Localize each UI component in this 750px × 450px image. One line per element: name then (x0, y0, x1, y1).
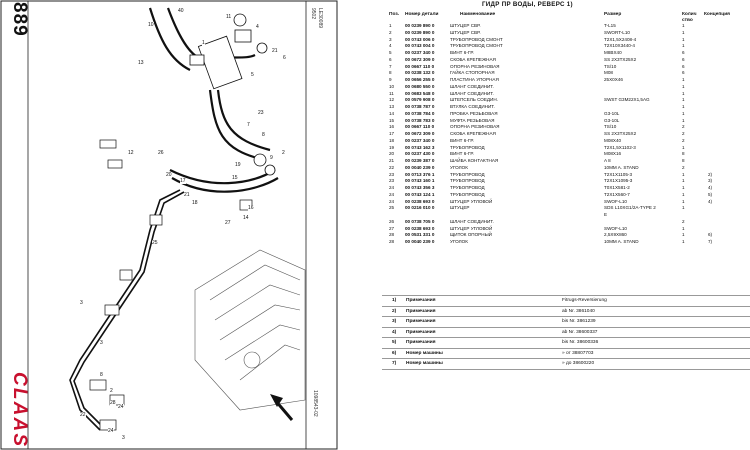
callout-label: 7 (247, 122, 250, 128)
table-row (382, 239, 750, 246)
cell-pos: 23 (389, 178, 395, 184)
cell-qty: 1 (682, 97, 685, 103)
cell-size: 25X0X46 (604, 77, 623, 82)
cell-name: ТРУБОПРОВОД (450, 144, 485, 150)
cell-size: SWOF-L10 (604, 198, 627, 204)
cell-size: E (604, 212, 608, 217)
cell-part-number: 00 0743 356 3 (405, 185, 435, 190)
cell-size: T2X10X3440-4 (604, 43, 635, 49)
notes-bottom-rule (382, 369, 750, 380)
cell-size: G3-10L (604, 110, 620, 116)
header-concept: Концепция (704, 12, 730, 17)
callout-label: 26 (158, 150, 164, 156)
callout-label: 25 (152, 240, 158, 246)
note-label: Номер машины (406, 361, 443, 366)
cell-part-number: 00 0672 309 0 (405, 131, 435, 136)
callout-label: 3 (122, 435, 125, 441)
cell-size: M08X16 (604, 151, 622, 157)
callout-label: 27 (225, 220, 231, 226)
brand-logo (2, 370, 30, 448)
note-index: 6) (392, 350, 397, 356)
cell-part-number: 00 0239 890 0 (405, 29, 435, 35)
cell-qty: 1 (682, 77, 685, 82)
cell-name: ТРУБОПРОВОД СМОНТ (450, 43, 503, 49)
cell-pos: 24 (389, 191, 395, 197)
cell-qty: 1 (682, 239, 685, 244)
cell-name: ГАЙКА СТОПОРНАЯ (450, 70, 495, 76)
cell-size: 2,5X9X860 (604, 232, 627, 238)
table-row (382, 172, 750, 179)
callout-label: 9 (270, 155, 273, 161)
cell-pos: 15 (389, 117, 395, 123)
table-row (382, 185, 750, 192)
cell-name: ШАЙБА КОНТАКТНАЯ (450, 158, 499, 163)
callout-label: 14 (243, 215, 249, 221)
header-name: Наименование (460, 12, 496, 17)
cell-part-number: 00 0743 006 0 (405, 36, 435, 42)
cell-pos: 12 (389, 97, 395, 103)
note-label: Примечания (406, 319, 436, 324)
cell-pos: 22 (389, 164, 395, 170)
table-row (382, 131, 750, 138)
note-label: Номер машины (406, 350, 443, 356)
cell-name: ШЛАНГ СОЕДИНИТ. (450, 83, 494, 89)
cell-size: 10MM A. STAND (604, 164, 639, 170)
cell-size: A 8 (604, 158, 611, 163)
note-text: » от 38807703 (562, 350, 594, 356)
table-row (382, 151, 750, 158)
cell-size: 10MM A. STAND (604, 239, 639, 244)
cell-size: T2X1X1105-3 (604, 171, 633, 177)
header-number: Номер детали (405, 12, 439, 17)
cell-concept: 6) (708, 232, 713, 238)
cell-qty: 1 (682, 205, 685, 211)
callout-label: 17 (180, 178, 186, 184)
note-text: ab Nr. 38600337 (562, 329, 598, 335)
cell-name: ШЛАНГ СОЕДИНИТ. (450, 218, 494, 224)
cell-pos: 3 (389, 36, 392, 42)
cell-pos: 6 (389, 56, 392, 62)
cell-pos: 18 (389, 137, 395, 143)
cell-part-number: 00 0667 110 0 (405, 124, 435, 130)
table-row (382, 165, 750, 172)
cell-pos: 9 (389, 77, 392, 82)
cell-pos: 28 (389, 232, 395, 238)
cell-name: ШТУЦЕР СВР. (450, 23, 481, 28)
table-row (382, 124, 750, 131)
table-row (382, 178, 750, 185)
note-label: Примечания (406, 298, 436, 303)
callout-label: 2 (282, 150, 285, 156)
callout-label: 23 (258, 110, 264, 116)
cell-qty: 1 (682, 178, 685, 184)
note-row (382, 316, 750, 327)
cell-concept: 5) (708, 191, 713, 197)
cell-size: T2X1,5X2408-4 (604, 36, 637, 42)
table-row (382, 70, 750, 77)
cell-name: ПРОБКА РЕЗЬБОВАЯ (450, 110, 498, 116)
cell-part-number: 00 0683 548 0 (405, 90, 435, 96)
cell-part-number: 00 0656 255 0 (405, 77, 435, 82)
cell-part-number: 00 0238 693 0 (405, 198, 435, 204)
cell-name: ТРУБОПРОВОД СМОНТ (450, 36, 503, 42)
side-code: LE30089 (317, 8, 323, 29)
header-qty-2: ство (682, 18, 693, 23)
cell-pos: 28 (389, 239, 395, 244)
cell-part-number: 00 0238 693 0 (405, 225, 435, 231)
cell-part-number: 00 0680 550 0 (405, 83, 435, 89)
cell-qty: 1 (682, 144, 685, 150)
cell-part-number: 00 0672 309 0 (405, 56, 435, 62)
cell-name: ЩИТОК ОПОРНЫЙ (450, 232, 492, 238)
table-row (382, 158, 750, 165)
cell-part-number: 00 0738 784 0 (405, 110, 435, 116)
cell-name: ШТУЦЕР УГЛОВОЙ (450, 225, 493, 231)
table-row (382, 50, 750, 57)
table-row (382, 111, 750, 118)
table-row (382, 104, 750, 111)
table-row (382, 232, 750, 239)
cell-pos: 7 (389, 63, 392, 69)
note-index: 1) (392, 298, 397, 303)
table-row (382, 77, 750, 84)
cell-part-number: 00 0738 783 0 (405, 117, 435, 123)
cell-qty: 2 (682, 137, 685, 143)
callout-label: 40 (178, 8, 184, 14)
note-index: 3) (392, 319, 397, 324)
cell-size: T2X1X1095-3 (604, 178, 633, 184)
cell-name: СКОБА КРЕПЕЖНАЯ (450, 56, 496, 62)
cell-part-number: 00 0743 004 0 (405, 43, 435, 49)
cell-pos: 10 (389, 83, 395, 89)
cell-name: ТРУБОПРОВОД (450, 178, 485, 184)
cell-name: ВИНТ 6-ГР. (450, 50, 474, 55)
cell-size: T2X1,5X1102-3 (604, 144, 636, 150)
cell-name: ШТУЦЕР СВР. (450, 29, 481, 35)
cell-qty: 2 (682, 218, 685, 224)
header-pos: Поз. (389, 12, 400, 17)
cell-size: G3-10L (604, 117, 620, 123)
cell-qty: 2 (682, 124, 685, 130)
cell-size: SWORT-L10 (604, 29, 630, 35)
cell-size: SDS L10XG1/2A-TYPE 2 (604, 205, 656, 211)
cell-part-number: 00 0738 705 0 (405, 218, 435, 224)
cell-size: SS 2X3TX25X2 (604, 56, 637, 62)
cell-pos: 25 (389, 205, 395, 211)
parts-list (382, 0, 750, 450)
table-row (382, 145, 750, 152)
note-row (382, 295, 750, 306)
bottom-code: 1098543-02 (312, 390, 318, 417)
header-qty: Колич (682, 12, 697, 17)
table-row (382, 64, 750, 71)
cell-part-number: 00 0040 239 0 (405, 164, 435, 170)
callout-label: 13 (138, 60, 144, 66)
cell-qty: 1 (682, 185, 685, 190)
note-text: bis Nr. 3861239 (562, 319, 596, 324)
table-row (382, 43, 750, 50)
cell-qty: 1 (682, 232, 685, 238)
cell-pos: 17 (389, 131, 395, 136)
cell-name: МУФТА РЕЗЬБОВАЯ (450, 117, 495, 123)
callout-label: 28 (110, 400, 116, 406)
cell-pos: 1 (389, 23, 392, 28)
cell-part-number: 00 0237 430 0 (405, 151, 435, 157)
callout-label: 15 (232, 175, 238, 181)
table-row (382, 57, 750, 64)
cell-name: ШТУЦЕР (450, 205, 470, 211)
cell-pos: 2 (389, 29, 392, 35)
cell-part-number: 00 0237 340 0 (405, 50, 435, 55)
cell-pos: 11 (389, 90, 394, 96)
cell-concept: 4) (708, 185, 713, 190)
cell-qty: 1 (682, 104, 685, 109)
cell-pos: 13 (389, 104, 395, 109)
cell-qty: 1 (682, 90, 685, 96)
note-label: Примечания (406, 308, 436, 314)
cell-size: M8BX40 (604, 50, 622, 55)
note-label: Примечания (406, 329, 436, 335)
table-row (382, 212, 750, 219)
table-row (382, 138, 750, 145)
long-tube (70, 190, 184, 430)
cell-qty: 6 (682, 56, 685, 62)
direction-arrow (270, 394, 292, 420)
cell-size: SWST G3M22X1,5AG (604, 97, 650, 103)
cell-pos: 26 (389, 218, 395, 224)
note-index: 7) (392, 361, 397, 366)
callout-label: 3 (80, 300, 83, 306)
note-text: ab Nr. 3861040 (562, 308, 595, 314)
callout-label: 20 (166, 172, 172, 178)
cell-size: M08X40 (604, 137, 622, 143)
cell-part-number: 00 0743 160 1 (405, 178, 435, 184)
table-row (382, 30, 750, 37)
cell-qty: 8 (682, 151, 685, 157)
cell-name: ВИНТ 6-ГР. (450, 137, 474, 143)
cell-size: T0X1X581-2 (604, 185, 630, 190)
callout-label: 24 (108, 428, 114, 434)
table-row (382, 226, 750, 233)
callout-label: 5 (251, 72, 254, 78)
cell-size: M08 (604, 70, 613, 76)
cell-size: TS/10 (604, 63, 617, 69)
callout-label: 24 (118, 404, 124, 410)
cell-concept: 3) (708, 178, 713, 184)
cell-name: ОПОРНА РЕЗИНОВАЯ (450, 63, 500, 69)
callout-label: 21 (184, 192, 190, 198)
cell-qty: 1 (682, 23, 685, 28)
parts-list-title: ГИДР ПР ВОДЫ, РЕВЕРС 1) (482, 1, 573, 8)
side-code-2: 9502 (310, 8, 316, 20)
note-row (382, 327, 750, 338)
cell-name: ВИНТ 6-ГР. (450, 151, 474, 157)
cell-part-number: 00 0743 124 1 (405, 191, 435, 197)
note-text: » до 38600220 (562, 361, 595, 366)
callout-label: 6 (283, 55, 286, 61)
cell-qty: 1 (682, 198, 685, 204)
cell-qty: 1 (682, 83, 685, 89)
table-row (382, 192, 750, 199)
cell-concept: 4) (708, 198, 713, 204)
cell-size: TS/10 (604, 124, 617, 130)
cell-part-number: 00 0531 331 0 (405, 232, 435, 238)
table-row (382, 219, 750, 226)
cell-part-number: 00 0743 162 3 (405, 144, 435, 150)
table-row (382, 37, 750, 44)
cell-pos: 27 (389, 225, 395, 231)
callout-label: 16 (248, 205, 254, 211)
table-row (382, 23, 750, 30)
cell-size: T2X1X560-7 (604, 191, 630, 197)
cell-qty: 1 (682, 117, 685, 123)
cell-pos: 21 (389, 158, 395, 163)
callout-label: 8 (262, 132, 265, 138)
cell-concept: 7) (708, 239, 713, 244)
svg-text:CLAAS: CLAAS (9, 372, 30, 446)
header-size: Размер (604, 12, 622, 17)
callout-label: 10 (148, 22, 154, 28)
valve-cluster (190, 14, 275, 175)
cell-part-number: 00 0713 376 1 (405, 171, 435, 177)
cell-name: СКОБА КРЕПЕЖНАЯ (450, 131, 496, 136)
note-index: 4) (392, 329, 397, 335)
cell-name: ТРУБОПРОВОД (450, 171, 485, 177)
cell-part-number: 00 0238 132 0 (405, 70, 435, 76)
table-row (382, 199, 750, 206)
cell-size: T-L15 (604, 23, 616, 28)
exploded-drawing (0, 0, 338, 450)
drawing-frame (0, 0, 338, 450)
callout-label: 8 (100, 372, 103, 378)
cell-part-number: 00 0239 387 0 (405, 158, 435, 163)
machine-sketch (195, 250, 305, 410)
cell-part-number: 00 0040 239 0 (405, 239, 435, 244)
cell-qty: 1 (682, 29, 685, 35)
cell-pos: 24 (389, 185, 395, 190)
cell-qty: 1 (682, 43, 685, 49)
table-row (382, 97, 750, 104)
cell-pos: 24 (389, 198, 395, 204)
cell-qty: 1 (682, 171, 685, 177)
cell-pos: 4 (389, 43, 392, 49)
cell-qty: 6 (682, 70, 685, 76)
cell-name: УГОЛОК (450, 239, 468, 244)
cell-qty: 6 (682, 63, 685, 69)
cell-pos: 19 (389, 144, 395, 150)
cell-part-number: 00 0237 340 0 (405, 137, 435, 143)
cell-qty: 6 (682, 50, 685, 55)
note-text: bis Nr. 38600336 (562, 340, 599, 345)
cell-qty: 1 (682, 110, 685, 116)
cell-pos: 8 (389, 70, 392, 76)
cell-pos: 14 (389, 110, 395, 116)
callout-label: 11 (226, 14, 232, 20)
cell-qty: 1 (682, 225, 685, 231)
drawing-code: 889 (9, 2, 30, 37)
callout-label: 1 (202, 40, 205, 46)
cell-part-number: 00 0579 908 0 (405, 97, 435, 103)
note-row (382, 337, 750, 348)
cell-name: ТРУБОПРОВОД (450, 191, 485, 197)
callout-label: 19 (235, 162, 241, 168)
cell-pos: 5 (389, 50, 392, 55)
cell-name: ВТУЛКА СОЕДИНИТ. (450, 104, 495, 109)
table-row (382, 118, 750, 125)
cell-name: ТРУБОПРОВОД (450, 185, 485, 190)
cell-concept: 2) (708, 171, 713, 177)
cell-size: SWOF-L10 (604, 225, 627, 231)
cell-pos: 16 (389, 124, 395, 130)
callout-label: 18 (192, 200, 198, 206)
note-label: Примечания (406, 340, 436, 345)
cell-pos: 20 (389, 151, 395, 157)
note-row (382, 348, 750, 359)
callout-label: 4 (256, 24, 259, 30)
cell-part-number: 00 0239 890 0 (405, 23, 435, 28)
table-row (382, 84, 750, 91)
cell-size: SS 2X3TX25X2 (604, 131, 637, 136)
note-index: 5) (392, 340, 397, 345)
note-text: Fitrugs-Reversierung (562, 298, 607, 303)
note-row (382, 306, 750, 317)
cell-name: ШТЕПСЕЛЬ СОЕДИН. (450, 97, 498, 103)
callout-label: 22 (80, 412, 86, 418)
table-row (382, 91, 750, 98)
cell-part-number: 00 0667 110 0 (405, 63, 435, 69)
cell-name: ПЛАСТИНА УПОРНАЯ (450, 77, 499, 82)
cell-name: ОПОРНА РЕЗИНОВАЯ (450, 124, 500, 130)
cell-name: ШЛАНГ СОЕДИНИТ. (450, 90, 494, 96)
callout-label: 3 (100, 340, 103, 346)
cell-qty: 2 (682, 131, 685, 136)
callout-label: 21 (272, 48, 278, 54)
note-index: 2) (392, 308, 397, 314)
note-row (382, 358, 750, 369)
cell-qty: 1 (682, 191, 685, 197)
cell-name: ШТУЦЕР УГЛОВОЙ (450, 198, 493, 204)
cell-qty: 1 (682, 36, 685, 42)
cell-pos: 23 (389, 171, 395, 177)
cell-part-number: 00 0738 787 0 (405, 104, 435, 109)
cell-part-number: 00 0216 010 0 (405, 205, 435, 211)
cell-qty: 2 (682, 164, 685, 170)
cell-qty: 8 (682, 158, 685, 163)
table-row (382, 205, 750, 212)
callout-label: 2 (110, 388, 113, 394)
cell-name: УГОЛОК (450, 164, 468, 170)
callout-label: 12 (128, 150, 134, 156)
